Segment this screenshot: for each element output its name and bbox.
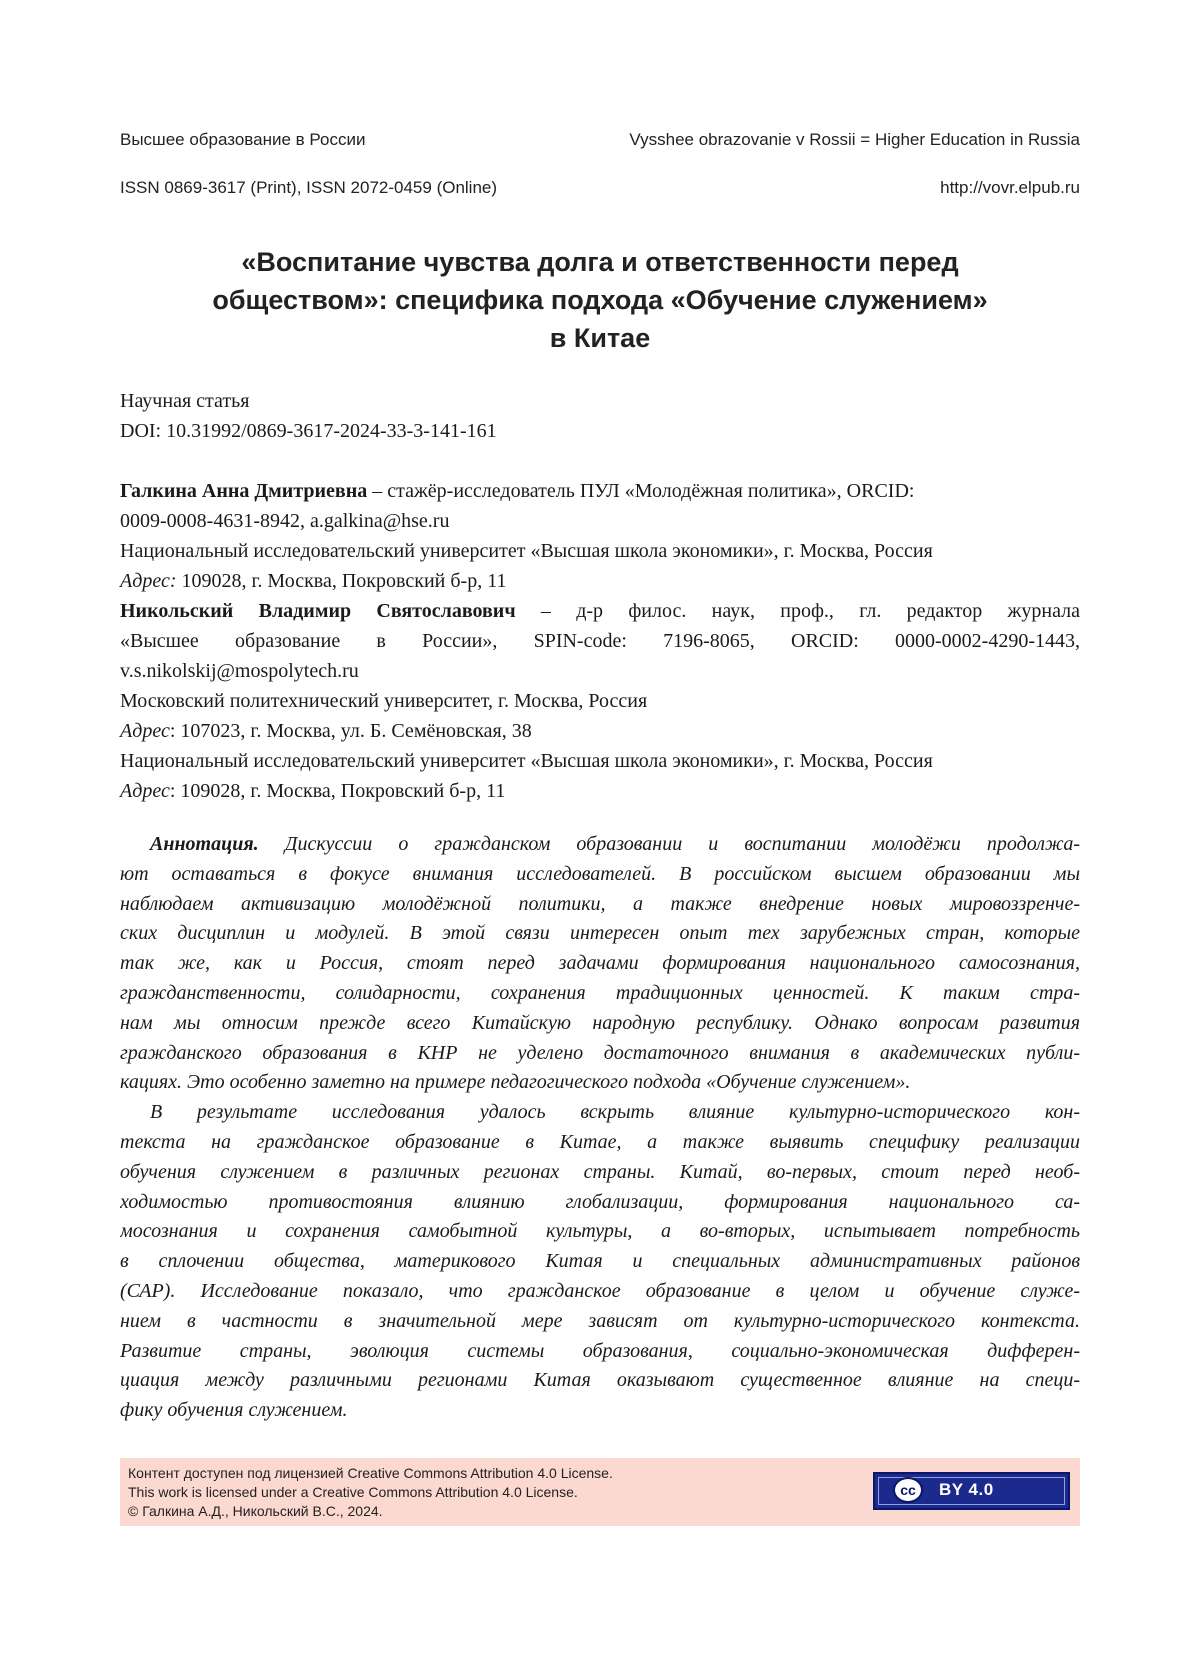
abstract-line: кациях. Это особенно заметно на примере педагогического подхода «Обучение служением». [120, 1071, 911, 1094]
abstract-line: ют оставаться в фокусе внимания исследователей. В российском высшем образовании мы [120, 862, 1080, 885]
abstract-line: гражданского образования в КНР не уделено достаточного внимания в академических публи- [120, 1041, 1080, 1064]
abstract-line: мосознания и сохранения самобытной культуры, а во-вторых, испытывает потребность [120, 1220, 1080, 1243]
author-2-address-1 [120, 716, 1080, 746]
author-2-desc: – д-р филос. наук, проф., гл. редактор журнала [515, 600, 1080, 622]
author-1-desc: – стажёр-исследователь ПУЛ «Молодёжная политика», ORCID: [367, 480, 915, 502]
license-text [128, 1464, 613, 1521]
author-1-line [120, 476, 1080, 506]
abstract-line: наблюдаем активизацию молодёжной политики, а также внедрение новых мировоззренче- [120, 892, 1080, 915]
journal-name-ru: Высшее образование в России [120, 130, 366, 149]
address-value: : 107023, г. Москва, ул. Б. Семёновская, 38 [169, 720, 532, 742]
license-line-en: This work is licensed under a Creative Commons Attribution 4.0 License. [128, 1484, 578, 1500]
cc-by-label: BY 4.0 [939, 1480, 994, 1499]
author-1-affiliation: Национальный исследовательский университет «Высшая школа экономики», г. Москва, Россия [120, 540, 933, 562]
abstract-line: Развитие страны, эволюция системы образования, социально-экономическая дифферен- [120, 1339, 1080, 1362]
copyright-line: © Галкина А.Д., Никольский В.С., 2024. [128, 1503, 383, 1519]
title-line: «Воспитание чувства долга и ответственности перед [241, 247, 959, 277]
author-2-details: «Высшее образование в России», SPIN-code: 7196-8065, ORCID: 0000-0002-4290-1443, [120, 630, 1080, 652]
issn-header [120, 178, 1080, 198]
address-value: 109028, г. Москва, Покровский б-р, 11 [176, 570, 507, 592]
abstract-line: (САР). Исследование показало, что гражданское образование в целом и обучение служе- [120, 1279, 1080, 1302]
author-1-contacts: 0009-0008-4631-8942, a.galkina@hse.ru [120, 510, 450, 532]
journal-name-en: Vysshee obrazovanie v Rossii = Higher Education in Russia [629, 130, 1080, 149]
author-2-line [120, 596, 1080, 626]
article-doi[interactable]: DOI: 10.31992/0869-3617-2024-33-3-141-161 [120, 420, 497, 442]
title-line: обществом»: специфика подхода «Обучение служением» [212, 285, 988, 315]
cc-icon: cc [893, 1477, 923, 1503]
title-line: в Китае [549, 323, 651, 353]
author-1-name: Галкина Анна Дмитриевна [120, 480, 368, 502]
abstract-line: Аннотация. Дискуссии о гражданском образовании и воспитании молодёжи продолжа- [150, 833, 1080, 855]
address-label: Адрес [120, 720, 170, 742]
license-box [120, 1458, 1080, 1526]
abstract-line: нам мы относим прежде всего Китайскую народную республику. Однако вопросам развития [120, 1011, 1080, 1034]
author-2-affiliation-1: Московский политехнический университет, г. Москва, Россия [120, 690, 648, 712]
issn: ISSN 0869-3617 (Print), ISSN 2072-0459 (Online) [120, 178, 498, 197]
address-value: : 109028, г. Москва, Покровский б-р, 11 [169, 780, 506, 802]
abstract-line: ских дисциплин и модулей. В этой связи интересен опыт тех зарубежных стран, которые [120, 922, 1080, 945]
author-2-address-2 [120, 776, 1080, 806]
abstract-line: В результате исследования удалось вскрыть влияние культурно-исторического кон- [150, 1101, 1080, 1124]
abstract-line: гражданственности, солидарности, сохранения традиционных ценностей. К таким стра- [120, 981, 1080, 1004]
abstract-line: обучения служением в различных регионах страны. Китай, во-первых, стоит перед необ- [120, 1160, 1080, 1183]
author-2-email: v.s.nikolskij@mospolytech.ru [120, 660, 359, 682]
article-type: Научная статья [120, 390, 250, 412]
journal-url[interactable]: http://vovr.elpub.ru [940, 178, 1080, 197]
abstract [120, 830, 1080, 1426]
author-2-name: Никольский Владимир Святославович [120, 600, 516, 622]
author-2-affiliation-2: Национальный исследовательский университет «Высшая школа экономики», г. Москва, Россия [120, 750, 933, 772]
address-label: Адрес: [120, 570, 177, 592]
abstract-line: ходимостью противостояния влиянию глобализации, формирования национального са- [120, 1190, 1080, 1213]
abstract-label: Аннотация. [150, 833, 259, 855]
abstract-line: нием в частности в значительной мере зависят от культурно-исторического контекста. [120, 1309, 1080, 1332]
abstract-line: в сплочении общества, материкового Китая и специальных административных районов [120, 1250, 1080, 1273]
abstract-line: фику обучения служением. [120, 1399, 348, 1422]
abstract-line: циация между различными регионами Китая оказывают существенное влияние на специ- [120, 1369, 1080, 1392]
article-meta [120, 386, 1080, 446]
cc-by-badge[interactable] [873, 1472, 1070, 1510]
license-line-ru: Контент доступен под лицензией Creative Commons Attribution 4.0 License. [128, 1465, 613, 1481]
article-title [120, 243, 1080, 357]
abstract-line: текста на гражданское образование в Китае, а также выявить специфику реализации [120, 1130, 1080, 1153]
author-block [120, 476, 1080, 806]
author-1-address [120, 566, 1080, 596]
journal-header [120, 130, 1080, 150]
abstract-line: так же, как и Россия, стоят перед задачами формирования национального самосознания, [120, 952, 1080, 975]
address-label: Адрес [120, 780, 170, 802]
